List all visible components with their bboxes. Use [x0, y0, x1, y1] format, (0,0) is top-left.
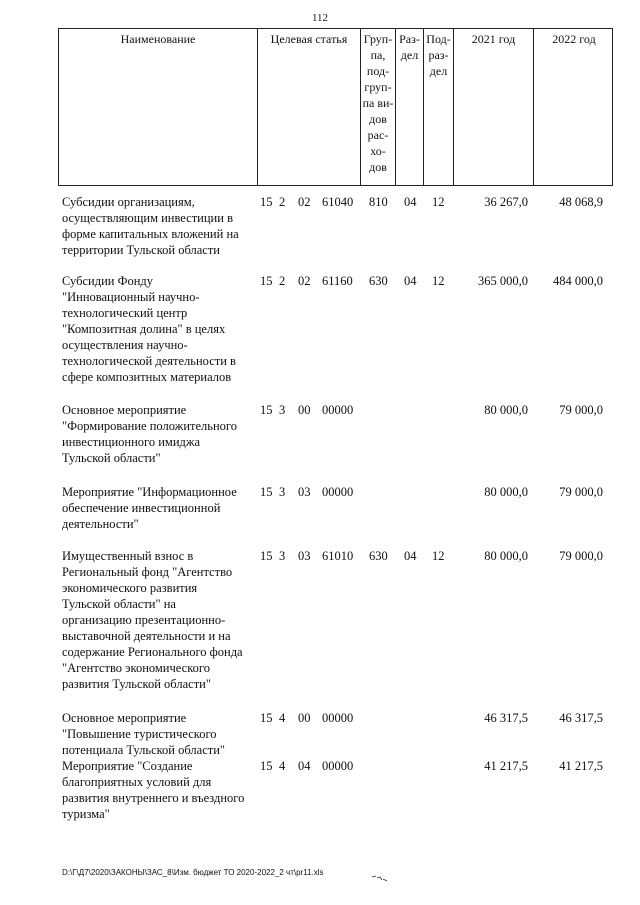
page-number: 112	[311, 12, 329, 24]
row-name: Основное мероприятие "Формирование положительного инвестиционного имиджа Тульской области"	[62, 403, 237, 465]
row-2021: 80 000,0	[484, 549, 528, 563]
row-subsection: 12	[432, 195, 445, 209]
file-path-footer: D:\Г\Д7\2020\ЗАКОНЫ\ЗАС_8\Изм. бюджет ТО 2020-2022_2 чт\pr11.xls	[62, 868, 324, 877]
row-2022: 79 000,0	[559, 403, 603, 417]
row-code-1: 15	[260, 195, 273, 209]
header-subsection: Под- раз- дел	[424, 29, 454, 185]
row-code-2: 4	[279, 711, 286, 725]
row-section: 04	[404, 195, 417, 209]
row-2021: 46 317,5	[484, 711, 528, 725]
row-2022: 79 000,0	[559, 485, 603, 499]
row-subsection: 12	[432, 549, 445, 563]
row-name: Основное мероприятие "Повышение туристического потенциала Тульской области"	[62, 711, 226, 757]
row-code-3: 02	[298, 195, 311, 209]
row-name: Субсидии Фонду "Инновационный научно- технологический центр "Композитная долина" в целях осуществления научно- технологической деятельности в сфере композитных материалов	[62, 274, 236, 384]
row-2022: 484 000,0	[553, 274, 603, 288]
row-code-2: 3	[279, 485, 286, 499]
row-code-4: 00000	[322, 403, 354, 417]
row-code-1: 15	[260, 403, 273, 417]
header-2021: 2021 год	[454, 29, 534, 185]
header-name: Наименование	[59, 29, 258, 185]
row-code-1: 15	[260, 485, 273, 499]
row-code-2: 2	[279, 195, 286, 209]
row-2022: 41 217,5	[559, 759, 603, 773]
table-header	[58, 28, 613, 186]
row-group: 630	[369, 274, 388, 288]
row-2022: 46 317,5	[559, 711, 603, 725]
row-subsection: 12	[432, 274, 445, 288]
row-code-4: 00000	[322, 759, 354, 773]
row-name: Мероприятие "Информационное обеспечение инвестиционной деятельности"	[62, 485, 237, 531]
row-code-3: 00	[298, 711, 311, 725]
row-2021: 365 000,0	[478, 274, 528, 288]
row-code-1: 15	[260, 549, 273, 563]
row-code-1: 15	[260, 274, 273, 288]
pen-mark	[371, 874, 389, 882]
row-code-4: 61040	[322, 195, 354, 209]
row-name: Имущественный взнос в Региональный фонд "Агентство экономического развития Тульской области" на организацию презентационно- выставочной деятельности и на содержание Регионального фонда "Агентство экономического развития Тульской области"	[62, 549, 243, 691]
row-code-4: 00000	[322, 485, 354, 499]
row-code-4: 00000	[322, 711, 354, 725]
row-code-1: 15	[260, 759, 273, 773]
row-name: Мероприятие "Создание благоприятных условий для развития внутреннего и въездного туризма"	[62, 759, 245, 821]
row-code-2: 3	[279, 403, 286, 417]
row-code-3: 03	[298, 549, 311, 563]
row-code-3: 02	[298, 274, 311, 288]
row-2021: 41 217,5	[484, 759, 528, 773]
row-code-2: 2	[279, 274, 286, 288]
row-section: 04	[404, 549, 417, 563]
row-group: 630	[369, 549, 388, 563]
row-code-4: 61160	[322, 274, 353, 288]
row-code-4: 61010	[322, 549, 354, 563]
header-2022: 2022 год	[552, 32, 596, 46]
row-2022: 48 068,9	[559, 195, 603, 209]
row-section: 04	[404, 274, 417, 288]
row-name: Субсидии организациям, осуществляющим инвестиции в форме капитальных вложений на территории Тульской области	[62, 195, 239, 257]
row-2021: 36 267,0	[484, 195, 528, 209]
row-code-3: 00	[298, 403, 311, 417]
row-code-1: 15	[260, 711, 273, 725]
row-group: 810	[369, 195, 388, 209]
row-code-2: 3	[279, 549, 286, 563]
header-section: Раз- дел	[396, 29, 424, 185]
row-2021: 80 000,0	[484, 485, 528, 499]
row-code-3: 04	[298, 759, 311, 773]
header-group: Груп- па, под- груп- па ви- дов рас- хо- дов	[361, 29, 396, 185]
header-target: Целевая статья	[258, 29, 361, 185]
row-2021: 80 000,0	[484, 403, 528, 417]
row-code-2: 4	[279, 759, 286, 773]
row-code-3: 03	[298, 485, 311, 499]
row-2022: 79 000,0	[559, 549, 603, 563]
